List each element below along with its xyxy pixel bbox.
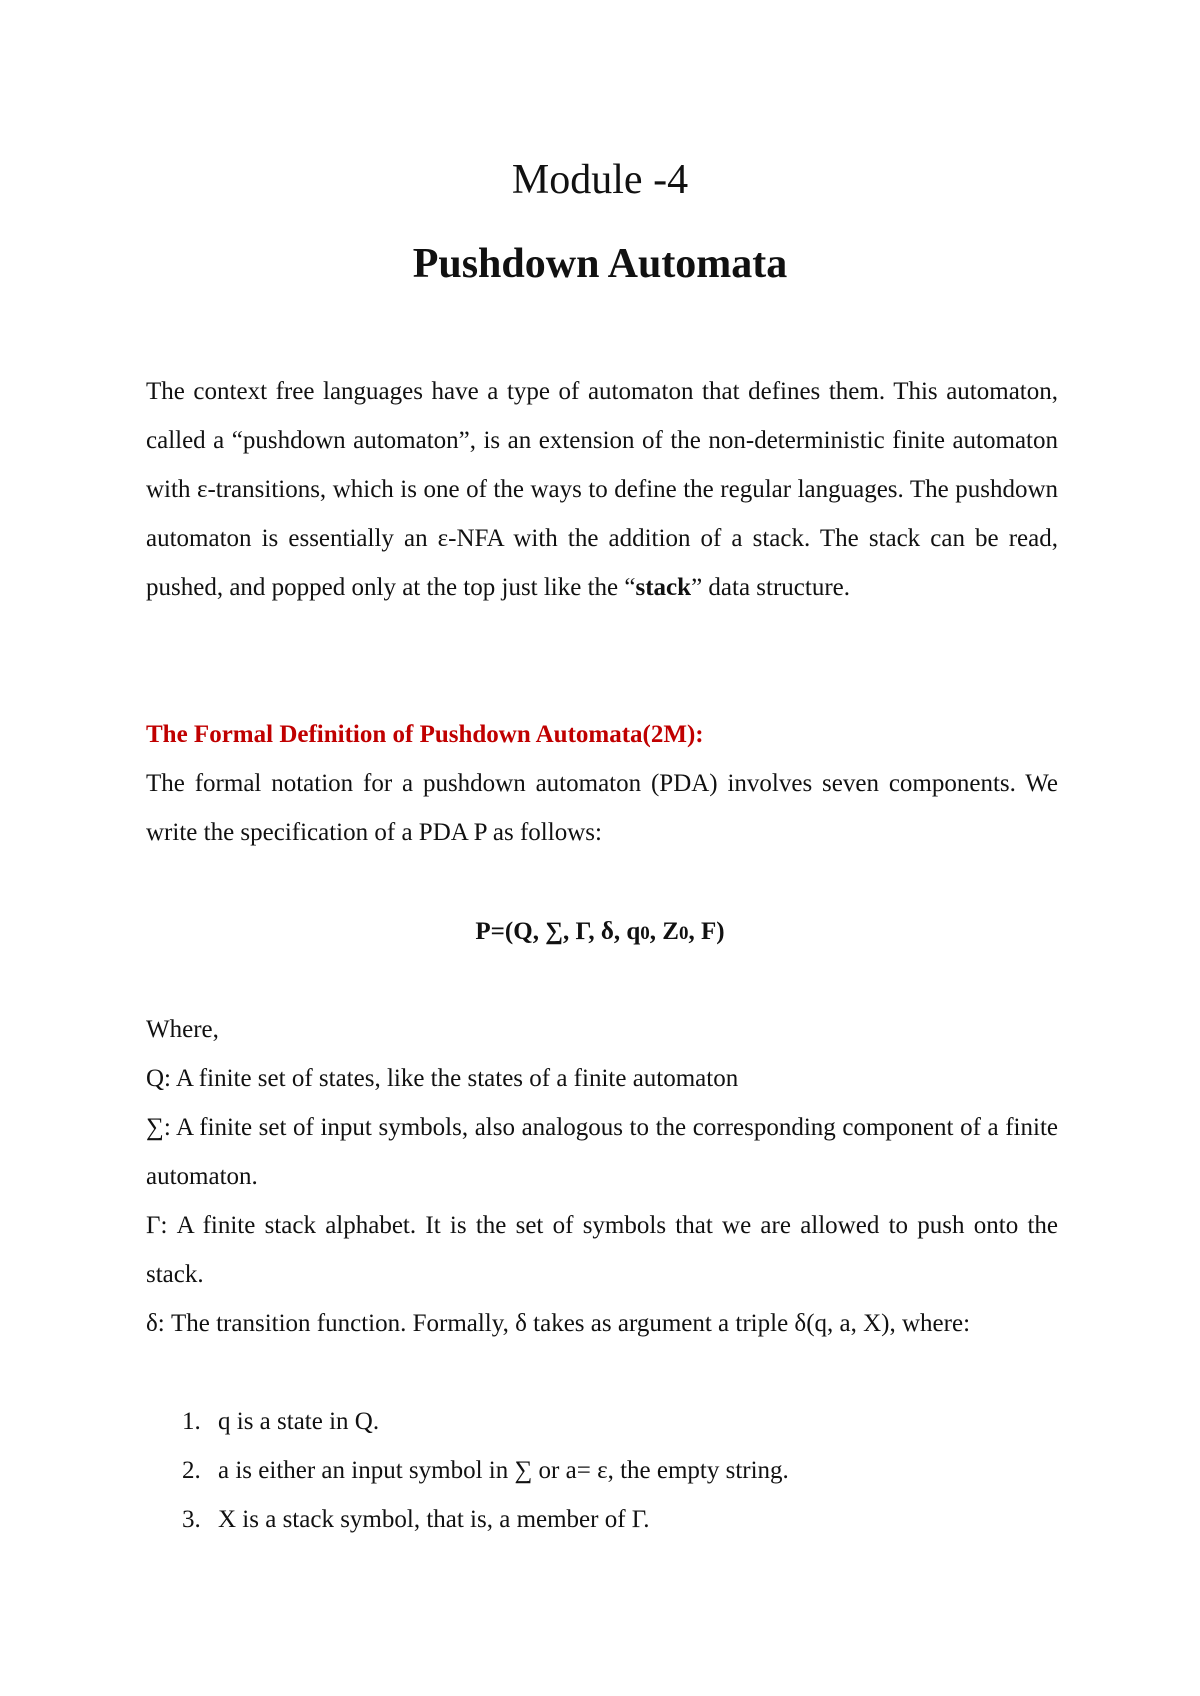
list-item: q is a state in Q. <box>218 1408 380 1435</box>
intro-bold-term: stack <box>635 574 692 601</box>
formula-sub-z: 0 <box>678 923 689 944</box>
formula-end: , F) <box>688 918 725 945</box>
definition-sigma: ∑: A finite set of input symbols, also analogous to the corresponding component of a finite automaton. <box>146 1114 1058 1190</box>
list-item: a is either an input symbol in ∑ or a= ε, the empty string. <box>218 1457 789 1484</box>
list-item-number: 1. <box>182 1408 201 1435</box>
definition-q: Q: A finite set of states, like the states of a finite automaton <box>146 1065 739 1092</box>
page-title: Pushdown Automata <box>412 241 788 287</box>
module-title: Module -4 <box>511 157 689 203</box>
pda-formula <box>0 907 1200 958</box>
intro-text-1: The context free languages have a type of automaton that defines them. This automaton, called a “pushdown automaton”, is an extension of the non-deterministic finite automaton with ε-transitions, which is one of the ways to define the regular languages. The pushdown automaton is essentially an ε-NFA with the addition of a stack. The stack can be read, pushed, and popped only at the top just like the “ <box>146 378 1058 601</box>
list-item: X is a stack symbol, that is, a member of Γ. <box>218 1506 650 1533</box>
intro-text-2: ” data structure. <box>691 574 851 601</box>
list-item-number: 2. <box>182 1457 201 1484</box>
formula-start: P=(Q, ∑, Γ, δ, q <box>475 918 641 945</box>
formula-mid: , Z <box>649 918 679 945</box>
definition-delta: δ: The transition function. Formally, δ takes as argument a triple δ(q, a, X), where: <box>146 1310 971 1337</box>
intro-paragraph <box>146 367 1058 612</box>
list-item-number: 3. <box>182 1506 201 1533</box>
section-heading: The Formal Definition of Pushdown Automata(2M): <box>146 721 704 748</box>
definition-gamma: Γ: A finite stack alphabet. It is the set of symbols that we are allowed to push onto the stack. <box>146 1212 1058 1288</box>
where-label: Where, <box>146 1016 219 1043</box>
formula-sub-q: 0 <box>640 923 650 944</box>
formal-paragraph: The formal notation for a pushdown automaton (PDA) involves seven components. We write the specification of a PDA P as follows: <box>146 770 1058 846</box>
